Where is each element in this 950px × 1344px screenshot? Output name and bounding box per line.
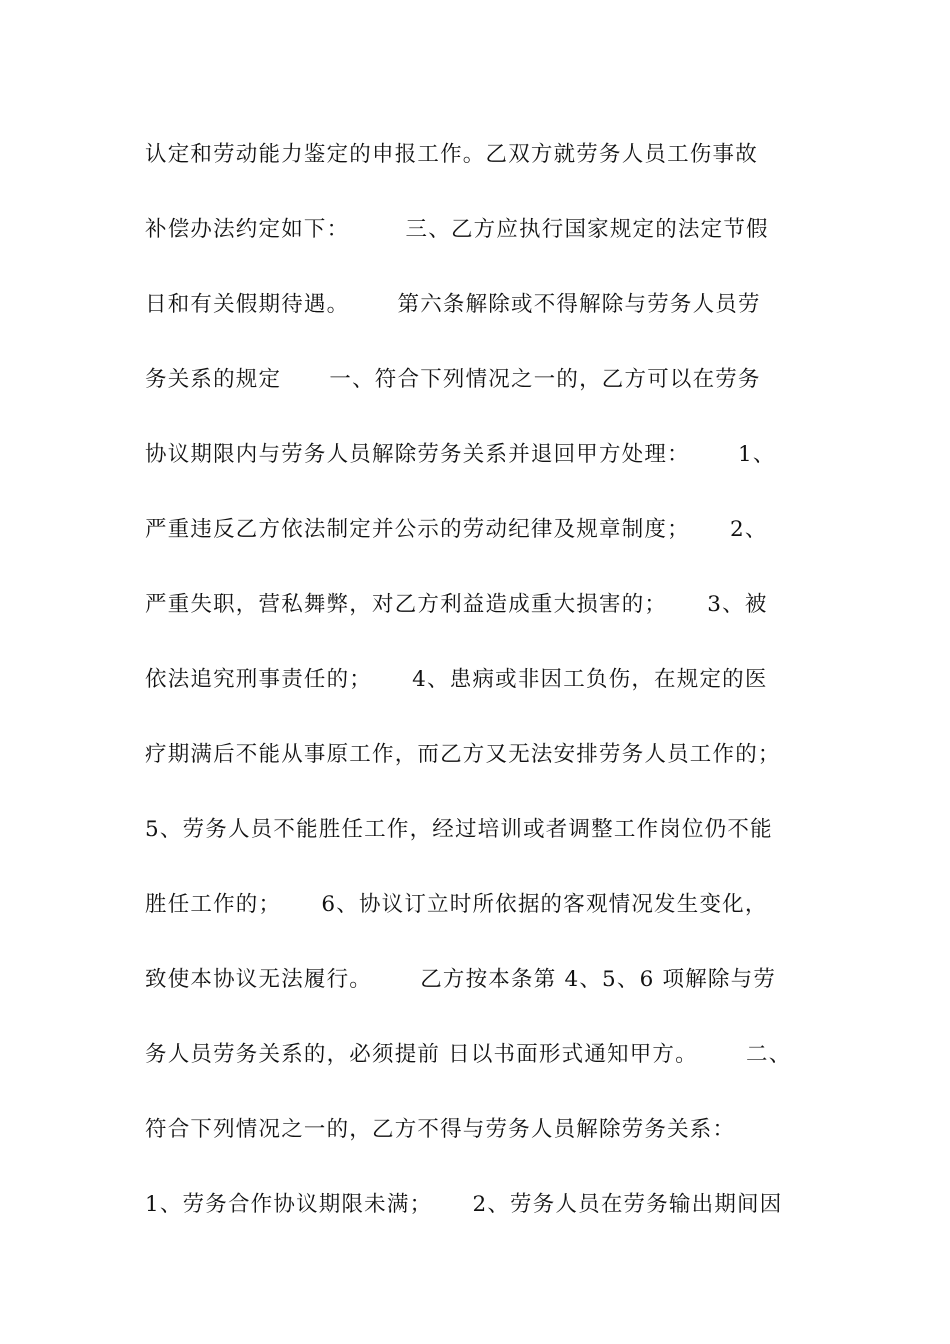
text-line: 疗期满后不能从事原工作，而乙方又无法安排劳务人员工作的； (145, 742, 781, 767)
text-line: 依法追究刑事责任的； 4、患病或非因工负伤，在规定的医 (145, 667, 768, 692)
text-line: 1、劳务合作协议期限未满； 2、劳务人员在劳务输出期间因 (145, 1192, 783, 1217)
document-body (145, 131, 825, 1256)
text-line: 符合下列情况之一的，乙方不得与劳务人员解除劳务关系： (145, 1117, 736, 1142)
text-line: 严重违反乙方依法制定并公示的劳动纪律及规章制度； 2、 (145, 517, 768, 542)
text-line: 务人员劳务关系的，必须提前 日以书面形式通知甲方。 二、 (145, 1042, 792, 1067)
text-line: 务关系的规定 一、符合下列情况之一的，乙方可以在劳务 (145, 367, 761, 392)
text-line: 协议期限内与劳务人员解除劳务关系并退回甲方处理： 1、 (145, 442, 776, 467)
text-line: 致使本协议无法履行。 乙方按本条第 4、5、6 项解除与劳 (145, 967, 777, 992)
text-line: 5、劳务人员不能胜任工作，经过培训或者调整工作岗位仍不能 (145, 817, 773, 842)
text-line: 日和有关假期待遇。 第六条解除或不得解除与劳务人员劳 (145, 292, 761, 317)
text-line: 补偿办法约定如下： 三、乙方应执行国家规定的法定节假 (145, 217, 769, 242)
text-line: 严重失职，营私舞弊，对乙方利益造成重大损害的； 3、被 (145, 592, 768, 617)
text-line: 胜任工作的； 6、协议订立时所依据的客观情况发生变化， (145, 892, 768, 917)
text-line: 认定和劳动能力鉴定的申报工作。乙双方就劳务人员工伤事故 (145, 142, 758, 167)
